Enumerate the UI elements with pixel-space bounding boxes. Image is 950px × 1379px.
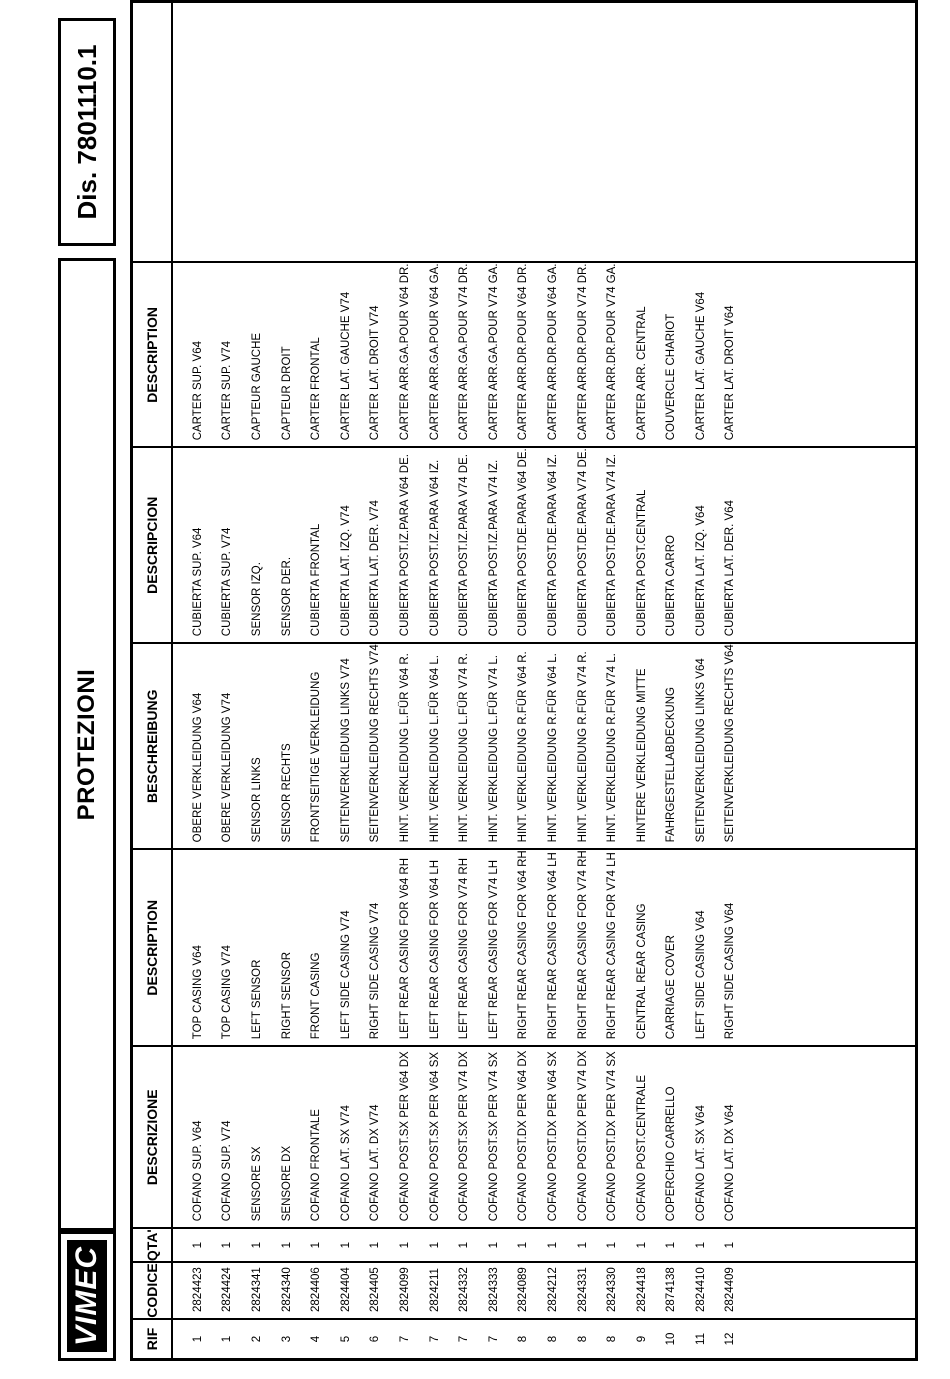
cell-description-en: LEFT REAR CASING FOR V74 RH <box>449 849 479 1046</box>
table-row <box>390 2 420 1360</box>
cell-descripcion: CUBIERTA LAT. IZQ. V64 <box>686 447 716 643</box>
cell-description-fr: CARTER FRONTAL <box>301 262 331 447</box>
cell-spare <box>390 2 420 263</box>
cell-descrizione: COFANO LAT. DX V64 <box>716 1046 746 1228</box>
cell-qta: 1 <box>597 1228 627 1262</box>
cell-spare <box>597 2 627 263</box>
cell-qta: 1 <box>390 1228 420 1262</box>
cell-descrizione: COFANO POST.SX PER V74 SX <box>479 1046 509 1228</box>
cell-description-fr: CARTER ARR.DR.POUR V74 GA. <box>597 262 627 447</box>
cell-descripcion: CUBIERTA POST.IZ.PARA V64 IZ. <box>420 447 450 643</box>
cell-description-en: TOP CASING V74 <box>213 849 243 1046</box>
table-header-row <box>132 2 173 1360</box>
drawing-number: Dis. 7801110.1 <box>71 44 102 220</box>
column-header-descripcion: DESCRIPCION <box>132 447 173 643</box>
cell-spare <box>242 2 272 263</box>
cell-description-en: FRONT CASING <box>301 849 331 1046</box>
cell-descrizione: COFANO POST.SX PER V64 SX <box>420 1046 450 1228</box>
table-row <box>509 2 539 1360</box>
cell-beschreibung: FRONTSEITIGE VERKLEIDUNG <box>301 643 331 849</box>
cell-beschreibung: FAHRGESTELLABDECKUNG <box>657 643 687 849</box>
cell-description-fr: CARTER ARR.DR.POUR V64 GA. <box>538 262 568 447</box>
cell-rif: 4 <box>301 1319 331 1360</box>
cell-codice: 2824409 <box>716 1262 746 1319</box>
cell-description-fr: CARTER ARR.DR.POUR V64 DR. <box>509 262 539 447</box>
cell-description-en: CARRIAGE COVER <box>657 849 687 1046</box>
cell-description-fr: CARTER LAT. GAUCHE V74 <box>331 262 361 447</box>
cell-rif: 8 <box>509 1319 539 1360</box>
table-row <box>479 2 509 1360</box>
cell-descripcion: CUBIERTA POST.IZ.PARA V74 IZ. <box>479 447 509 643</box>
cell-spare <box>479 2 509 263</box>
cell-description-en: RIGHT REAR CASING FOR V74 LH <box>597 849 627 1046</box>
cell-codice: 2824211 <box>420 1262 450 1319</box>
cell-qta: 1 <box>331 1228 361 1262</box>
cell-rif: 7 <box>390 1319 420 1360</box>
filler-cell <box>745 1046 917 1228</box>
cell-description-fr: CARTER ARR.GA.POUR V74 GA. <box>479 262 509 447</box>
cell-qta: 1 <box>716 1228 746 1262</box>
cell-descripcion: CUBIERTA SUP. V74 <box>213 447 243 643</box>
cell-codice: 2824406 <box>301 1262 331 1319</box>
cell-qta: 1 <box>172 1228 213 1262</box>
table-row <box>242 2 272 1360</box>
cell-descripcion: CUBIERTA POST.IZ.PARA V64 DE. <box>390 447 420 643</box>
cell-codice: 2824424 <box>213 1262 243 1319</box>
cell-description-en: LEFT SIDE CASING V74 <box>331 849 361 1046</box>
cell-rif: 6 <box>361 1319 391 1360</box>
cell-description-en: RIGHT SIDE CASING V74 <box>361 849 391 1046</box>
cell-description-fr: CARTER SUP. V64 <box>172 262 213 447</box>
filler-cell <box>745 2 917 263</box>
cell-descrizione: COFANO SUP. V64 <box>172 1046 213 1228</box>
cell-descripcion: CUBIERTA POST.DE.PARA V64 DE. <box>509 447 539 643</box>
table-row <box>686 2 716 1360</box>
cell-spare <box>716 2 746 263</box>
table-row <box>420 2 450 1360</box>
cell-description-fr: CARTER ARR.DR.POUR V74 DR. <box>568 262 598 447</box>
cell-codice: 2824212 <box>538 1262 568 1319</box>
cell-spare <box>686 2 716 263</box>
cell-descrizione: COFANO POST.DX PER V64 SX <box>538 1046 568 1228</box>
cell-rif: 10 <box>657 1319 687 1360</box>
table-row <box>716 2 746 1360</box>
column-header-rif: RIF <box>132 1319 173 1360</box>
cell-descrizione: COFANO LAT. DX V74 <box>361 1046 391 1228</box>
table-row <box>361 2 391 1360</box>
logo-mark: VIMEC <box>67 1240 107 1352</box>
cell-qta: 1 <box>420 1228 450 1262</box>
cell-codice: 2824341 <box>242 1262 272 1319</box>
cell-description-en: RIGHT SIDE CASING V64 <box>716 849 746 1046</box>
cell-descripcion: CUBIERTA LAT. DER. V74 <box>361 447 391 643</box>
table-row <box>213 2 243 1360</box>
cell-description-fr: CARTER LAT. DROIT V74 <box>361 262 391 447</box>
cell-beschreibung: HINT. VERKLEIDUNG R.FÜR V74 L. <box>597 643 627 849</box>
table-row <box>172 2 213 1360</box>
cell-spare <box>657 2 687 263</box>
cell-codice: 2824410 <box>686 1262 716 1319</box>
cell-description-en: RIGHT REAR CASING FOR V64 RH <box>509 849 539 1046</box>
cell-descripcion: CUBIERTA CARRO <box>657 447 687 643</box>
cell-descrizione: COFANO FRONTALE <box>301 1046 331 1228</box>
table-row <box>657 2 687 1360</box>
cell-descrizione: COPERCHIO CARRELLO <box>657 1046 687 1228</box>
cell-beschreibung: HINTERE VERKLEIDUNG MITTE <box>627 643 657 849</box>
cell-beschreibung: OBERE VERKLEIDUNG V64 <box>172 643 213 849</box>
column-header-description-fr: DESCRIPTION <box>132 262 173 447</box>
cell-spare <box>172 2 213 263</box>
cell-spare <box>272 2 302 263</box>
cell-codice: 2824331 <box>568 1262 598 1319</box>
table-row <box>331 2 361 1360</box>
cell-spare <box>361 2 391 263</box>
cell-qta: 1 <box>509 1228 539 1262</box>
cell-beschreibung: SEITENVERKLEIDUNG RECHTS V74 <box>361 643 391 849</box>
cell-beschreibung: HINT. VERKLEIDUNG L.FÜR V64 L. <box>420 643 450 849</box>
cell-beschreibung: SEITENVERKLEIDUNG RECHTS V64 <box>716 643 746 849</box>
cell-spare <box>538 2 568 263</box>
cell-qta: 1 <box>568 1228 598 1262</box>
parts-table-body <box>172 2 917 1360</box>
table-row <box>538 2 568 1360</box>
cell-descrizione: SENSORE SX <box>242 1046 272 1228</box>
cell-beschreibung: HINT. VERKLEIDUNG L.FÜR V74 R. <box>449 643 479 849</box>
cell-description-fr: CARTER ARR. CENTRAL <box>627 262 657 447</box>
cell-qta: 1 <box>242 1228 272 1262</box>
parts-table <box>130 0 918 1361</box>
cell-beschreibung: SEITENVERKLEIDUNG LINKS V64 <box>686 643 716 849</box>
cell-description-en: LEFT REAR CASING FOR V64 LH <box>420 849 450 1046</box>
filler-cell <box>745 1228 917 1262</box>
cell-description-en: LEFT REAR CASING FOR V74 LH <box>479 849 509 1046</box>
cell-spare <box>509 2 539 263</box>
cell-description-fr: CARTER ARR.GA.POUR V64 DR. <box>390 262 420 447</box>
table-row <box>627 2 657 1360</box>
cell-descripcion: SENSOR DER. <box>272 447 302 643</box>
cell-beschreibung: SENSOR LINKS <box>242 643 272 849</box>
cell-spare <box>213 2 243 263</box>
cell-rif: 7 <box>479 1319 509 1360</box>
cell-codice: 2824332 <box>449 1262 479 1319</box>
cell-rif: 7 <box>420 1319 450 1360</box>
cell-beschreibung: OBERE VERKLEIDUNG V74 <box>213 643 243 849</box>
cell-descrizione: COFANO POST.CENTRALE <box>627 1046 657 1228</box>
cell-spare <box>420 2 450 263</box>
cell-description-fr: CAPTEUR GAUCHE <box>242 262 272 447</box>
cell-rif: 8 <box>538 1319 568 1360</box>
cell-beschreibung: HINT. VERKLEIDUNG L.FÜR V64 R. <box>390 643 420 849</box>
cell-qta: 1 <box>449 1228 479 1262</box>
cell-description-en: CENTRAL REAR CASING <box>627 849 657 1046</box>
cell-rif: 1 <box>172 1319 213 1360</box>
column-header-qta: QTA' <box>132 1228 173 1262</box>
cell-qta: 1 <box>538 1228 568 1262</box>
cell-descrizione: COFANO POST.DX PER V74 SX <box>597 1046 627 1228</box>
cell-spare <box>627 2 657 263</box>
cell-descrizione: COFANO POST.DX PER V64 DX <box>509 1046 539 1228</box>
cell-description-en: RIGHT REAR CASING FOR V64 LH <box>538 849 568 1046</box>
cell-descrizione: COFANO POST.SX PER V74 DX <box>449 1046 479 1228</box>
cell-descripcion: SENSOR IZQ. <box>242 447 272 643</box>
cell-codice: 2824405 <box>361 1262 391 1319</box>
cell-qta: 1 <box>627 1228 657 1262</box>
cell-qta: 1 <box>657 1228 687 1262</box>
table-row <box>597 2 627 1360</box>
cell-codice: 2824330 <box>597 1262 627 1319</box>
cell-descrizione: COFANO POST.SX PER V64 DX <box>390 1046 420 1228</box>
filler-cell <box>745 447 917 643</box>
cell-qta: 1 <box>213 1228 243 1262</box>
cell-descripcion: CUBIERTA FRONTAL <box>301 447 331 643</box>
cell-description-fr: CARTER ARR.GA.POUR V64 GA. <box>420 262 450 447</box>
column-header-description-en: DESCRIPTION <box>132 849 173 1046</box>
cell-descripcion: CUBIERTA POST.CENTRAL <box>627 447 657 643</box>
cell-description-en: RIGHT REAR CASING FOR V74 RH <box>568 849 598 1046</box>
cell-descrizione: COFANO SUP. V74 <box>213 1046 243 1228</box>
cell-rif: 8 <box>568 1319 598 1360</box>
cell-descripcion: CUBIERTA LAT. DER. V64 <box>716 447 746 643</box>
table-row <box>301 2 331 1360</box>
filler-cell <box>745 849 917 1046</box>
column-header-spare <box>132 2 173 263</box>
filler-cell <box>745 1319 917 1360</box>
cell-codice: 2824423 <box>172 1262 213 1319</box>
cell-spare <box>331 2 361 263</box>
cell-description-en: LEFT SENSOR <box>242 849 272 1046</box>
cell-description-fr: CARTER SUP. V74 <box>213 262 243 447</box>
cell-qta: 1 <box>301 1228 331 1262</box>
table-row <box>449 2 479 1360</box>
column-header-descrizione: DESCRIZIONE <box>132 1046 173 1228</box>
cell-descrizione: SENSORE DX <box>272 1046 302 1228</box>
cell-descrizione: COFANO LAT. SX V64 <box>686 1046 716 1228</box>
cell-beschreibung: HINT. VERKLEIDUNG L.FÜR V74 L. <box>479 643 509 849</box>
cell-codice: 2824089 <box>509 1262 539 1319</box>
cell-qta: 1 <box>479 1228 509 1262</box>
cell-qta: 1 <box>686 1228 716 1262</box>
title-box <box>58 258 116 1231</box>
cell-descripcion: CUBIERTA LAT. IZQ. V74 <box>331 447 361 643</box>
table-filler-row <box>745 2 917 1360</box>
cell-codice: 2824340 <box>272 1262 302 1319</box>
table-row <box>272 2 302 1360</box>
cell-spare <box>449 2 479 263</box>
page-title: PROTEZIONI <box>73 668 100 821</box>
cell-description-en: RIGHT SENSOR <box>272 849 302 1046</box>
cell-codice: 2874138 <box>657 1262 687 1319</box>
cell-descrizione: COFANO POST.DX PER V74 DX <box>568 1046 598 1228</box>
cell-beschreibung: HINT. VERKLEIDUNG R.FÜR V64 L. <box>538 643 568 849</box>
column-header-codice: CODICE <box>132 1262 173 1319</box>
cell-qta: 1 <box>272 1228 302 1262</box>
drawing-number-box <box>58 18 116 246</box>
cell-rif: 9 <box>627 1319 657 1360</box>
cell-description-fr: CARTER LAT. DROIT V64 <box>716 262 746 447</box>
cell-codice: 2824099 <box>390 1262 420 1319</box>
cell-rif: 3 <box>272 1319 302 1360</box>
cell-rif: 11 <box>686 1319 716 1360</box>
filler-cell <box>745 1262 917 1319</box>
table-row <box>568 2 598 1360</box>
company-logo <box>58 1231 116 1361</box>
cell-beschreibung: HINT. VERKLEIDUNG R.FÜR V64 R. <box>509 643 539 849</box>
cell-rif: 2 <box>242 1319 272 1360</box>
cell-rif: 7 <box>449 1319 479 1360</box>
cell-codice: 2824404 <box>331 1262 361 1319</box>
cell-description-fr: CARTER LAT. GAUCHE V64 <box>686 262 716 447</box>
cell-beschreibung: SEITENVERKLEIDUNG LINKS V74 <box>331 643 361 849</box>
cell-descripcion: CUBIERTA POST.DE.PARA V74 IZ. <box>597 447 627 643</box>
cell-descripcion: CUBIERTA POST.IZ.PARA V74 DE. <box>449 447 479 643</box>
cell-spare <box>301 2 331 263</box>
column-header-beschreibung: BESCHREIBUNG <box>132 643 173 849</box>
cell-description-en: TOP CASING V64 <box>172 849 213 1046</box>
cell-rif: 1 <box>213 1319 243 1360</box>
filler-cell <box>745 262 917 447</box>
cell-descripcion: CUBIERTA POST.DE.PARA V74 DE. <box>568 447 598 643</box>
cell-codice: 2824333 <box>479 1262 509 1319</box>
cell-qta: 1 <box>361 1228 391 1262</box>
cell-description-en: LEFT REAR CASING FOR V64 RH <box>390 849 420 1046</box>
cell-descripcion: CUBIERTA POST.DE.PARA V64 IZ. <box>538 447 568 643</box>
cell-beschreibung: HINT. VERKLEIDUNG R.FÜR V74 R. <box>568 643 598 849</box>
cell-description-fr: CAPTEUR DROIT <box>272 262 302 447</box>
cell-description-en: LEFT SIDE CASING V64 <box>686 849 716 1046</box>
cell-rif: 8 <box>597 1319 627 1360</box>
cell-beschreibung: SENSOR RECHTS <box>272 643 302 849</box>
cell-codice: 2824418 <box>627 1262 657 1319</box>
cell-rif: 5 <box>331 1319 361 1360</box>
cell-descripcion: CUBIERTA SUP. V64 <box>172 447 213 643</box>
cell-description-fr: COUVERCLE CHARIOT <box>657 262 687 447</box>
cell-descrizione: COFANO LAT. SX V74 <box>331 1046 361 1228</box>
cell-spare <box>568 2 598 263</box>
cell-rif: 12 <box>716 1319 746 1360</box>
filler-cell <box>745 643 917 849</box>
cell-description-fr: CARTER ARR.GA.POUR V74 DR. <box>449 262 479 447</box>
